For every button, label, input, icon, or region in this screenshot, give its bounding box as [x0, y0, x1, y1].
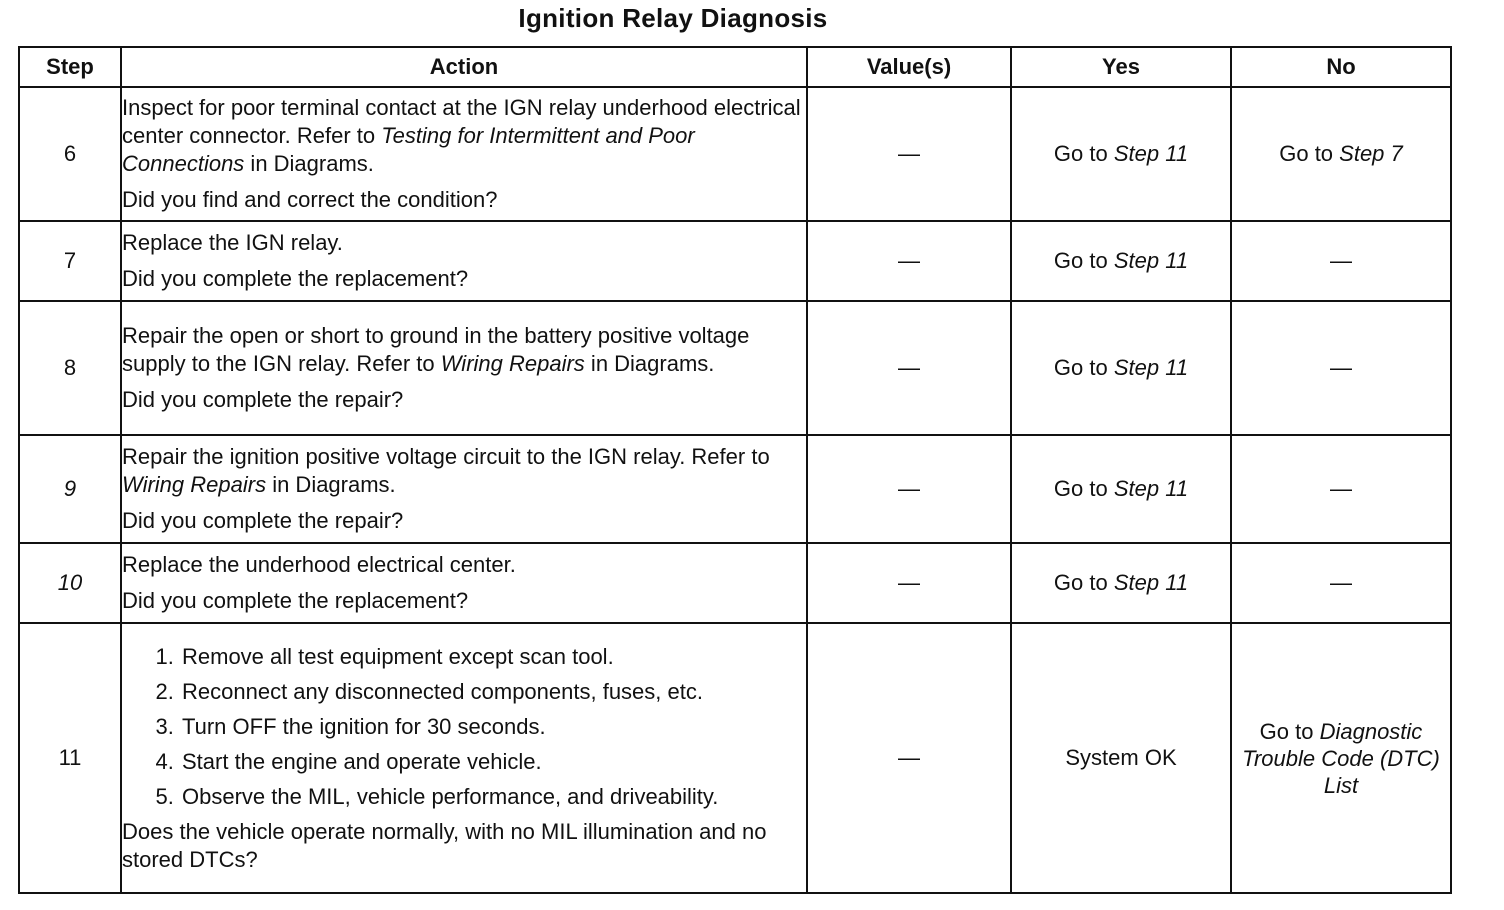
- no-cell: —: [1231, 301, 1451, 435]
- action-question: Did you find and correct the condition?: [122, 187, 498, 212]
- go-to-step-link[interactable]: Step 11: [1113, 355, 1189, 380]
- step-number: 6: [19, 87, 121, 221]
- go-to-step-link[interactable]: Step 11: [1113, 248, 1189, 273]
- action-text: Repair the open or short to ground in the battery positive voltage supply to the IGN relay. Refer to Wiring Repairs in Diagrams.: [122, 323, 750, 376]
- action-cell: [121, 87, 807, 221]
- action-question: Did you complete the repair?: [122, 387, 404, 412]
- value-cell: —: [807, 301, 1011, 435]
- action-question: Does the vehicle operate normally, with no MIL illumination and no stored DTCs?: [122, 818, 767, 872]
- action-cell: [121, 435, 807, 543]
- yes-cell: Go to Step 11: [1011, 301, 1231, 435]
- action-cell: [121, 543, 807, 623]
- header-yes: Yes: [1011, 47, 1231, 87]
- step-number: 9: [19, 435, 121, 543]
- step-number: 7: [19, 221, 121, 301]
- table-row: [19, 543, 1451, 623]
- action-question: Did you complete the replacement?: [122, 266, 469, 291]
- action-text: Replace the IGN relay.: [122, 230, 343, 255]
- diagnosis-table: [18, 46, 1452, 894]
- no-cell: —: [1231, 543, 1451, 623]
- action-question: Did you complete the repair?: [122, 508, 404, 533]
- yes-cell: Go to Step 11: [1011, 435, 1231, 543]
- value-cell: —: [807, 623, 1011, 893]
- go-to-step-link[interactable]: Step 11: [1113, 141, 1189, 166]
- yes-cell: Go to Step 11: [1011, 543, 1231, 623]
- go-to-step-link[interactable]: Step 7: [1339, 141, 1403, 166]
- table-row: [19, 435, 1451, 543]
- procedure-list: [122, 643, 806, 811]
- action-text: Replace the underhood electrical center.: [122, 552, 516, 577]
- header-action: Action: [121, 47, 807, 87]
- yes-cell: Go to Step 11: [1011, 87, 1231, 221]
- action-cell: [121, 221, 807, 301]
- reference-link[interactable]: Wiring Repairs: [440, 351, 585, 376]
- action-text: Repair the ignition positive voltage circuit to the IGN relay. Refer to Wiring Repairs in Diagrams.: [122, 444, 770, 497]
- value-cell: —: [807, 435, 1011, 543]
- action-question: Did you complete the replacement?: [122, 588, 469, 613]
- value-cell: —: [807, 543, 1011, 623]
- list-item: 1. Remove all test equipment except scan tool.: [180, 643, 806, 671]
- table-row: [19, 221, 1451, 301]
- page-title: Ignition Relay Diagnosis: [518, 3, 828, 33]
- yes-cell: Go to Step 11: [1011, 221, 1231, 301]
- no-cell: Go to Diagnostic Trouble Code (DTC) List: [1231, 623, 1451, 893]
- header-values: Value(s): [807, 47, 1011, 87]
- header-row: [19, 47, 1451, 87]
- step-number: 10: [19, 543, 121, 623]
- list-item: 4. Start the engine and operate vehicle.: [180, 748, 806, 776]
- reference-link[interactable]: Wiring Repairs: [122, 472, 267, 497]
- yes-cell: System OK: [1011, 623, 1231, 893]
- reference-link[interactable]: Testing for Intermittent and Poor Connections: [122, 123, 695, 176]
- table-row: [19, 301, 1451, 435]
- no-cell: Go to Step 7: [1231, 87, 1451, 221]
- table-row: [19, 87, 1451, 221]
- list-item: 3. Turn OFF the ignition for 30 seconds.: [180, 713, 806, 741]
- table-row: [19, 623, 1451, 893]
- header-no: No: [1231, 47, 1451, 87]
- go-to-step-link[interactable]: Step 11: [1113, 476, 1189, 501]
- step-number: 8: [19, 301, 121, 435]
- action-cell: [121, 623, 807, 893]
- list-item: 2. Reconnect any disconnected components, fuses, etc.: [180, 678, 806, 706]
- list-item: 5. Observe the MIL, vehicle performance, and driveability.: [180, 783, 806, 811]
- dtc-list-link[interactable]: Diagnostic Trouble Code (DTC) List: [1242, 718, 1440, 798]
- step-number: 11: [19, 623, 121, 893]
- go-to-step-link[interactable]: Step 11: [1113, 570, 1189, 595]
- action-text: Inspect for poor terminal contact at the IGN relay underhood electrical center connector. Refer to Testing for Intermittent and Poor Connections in Diagrams.: [122, 95, 801, 176]
- value-cell: —: [807, 87, 1011, 221]
- no-cell: —: [1231, 435, 1451, 543]
- no-cell: —: [1231, 221, 1451, 301]
- header-step: Step: [19, 47, 121, 87]
- value-cell: —: [807, 221, 1011, 301]
- action-cell: [121, 301, 807, 435]
